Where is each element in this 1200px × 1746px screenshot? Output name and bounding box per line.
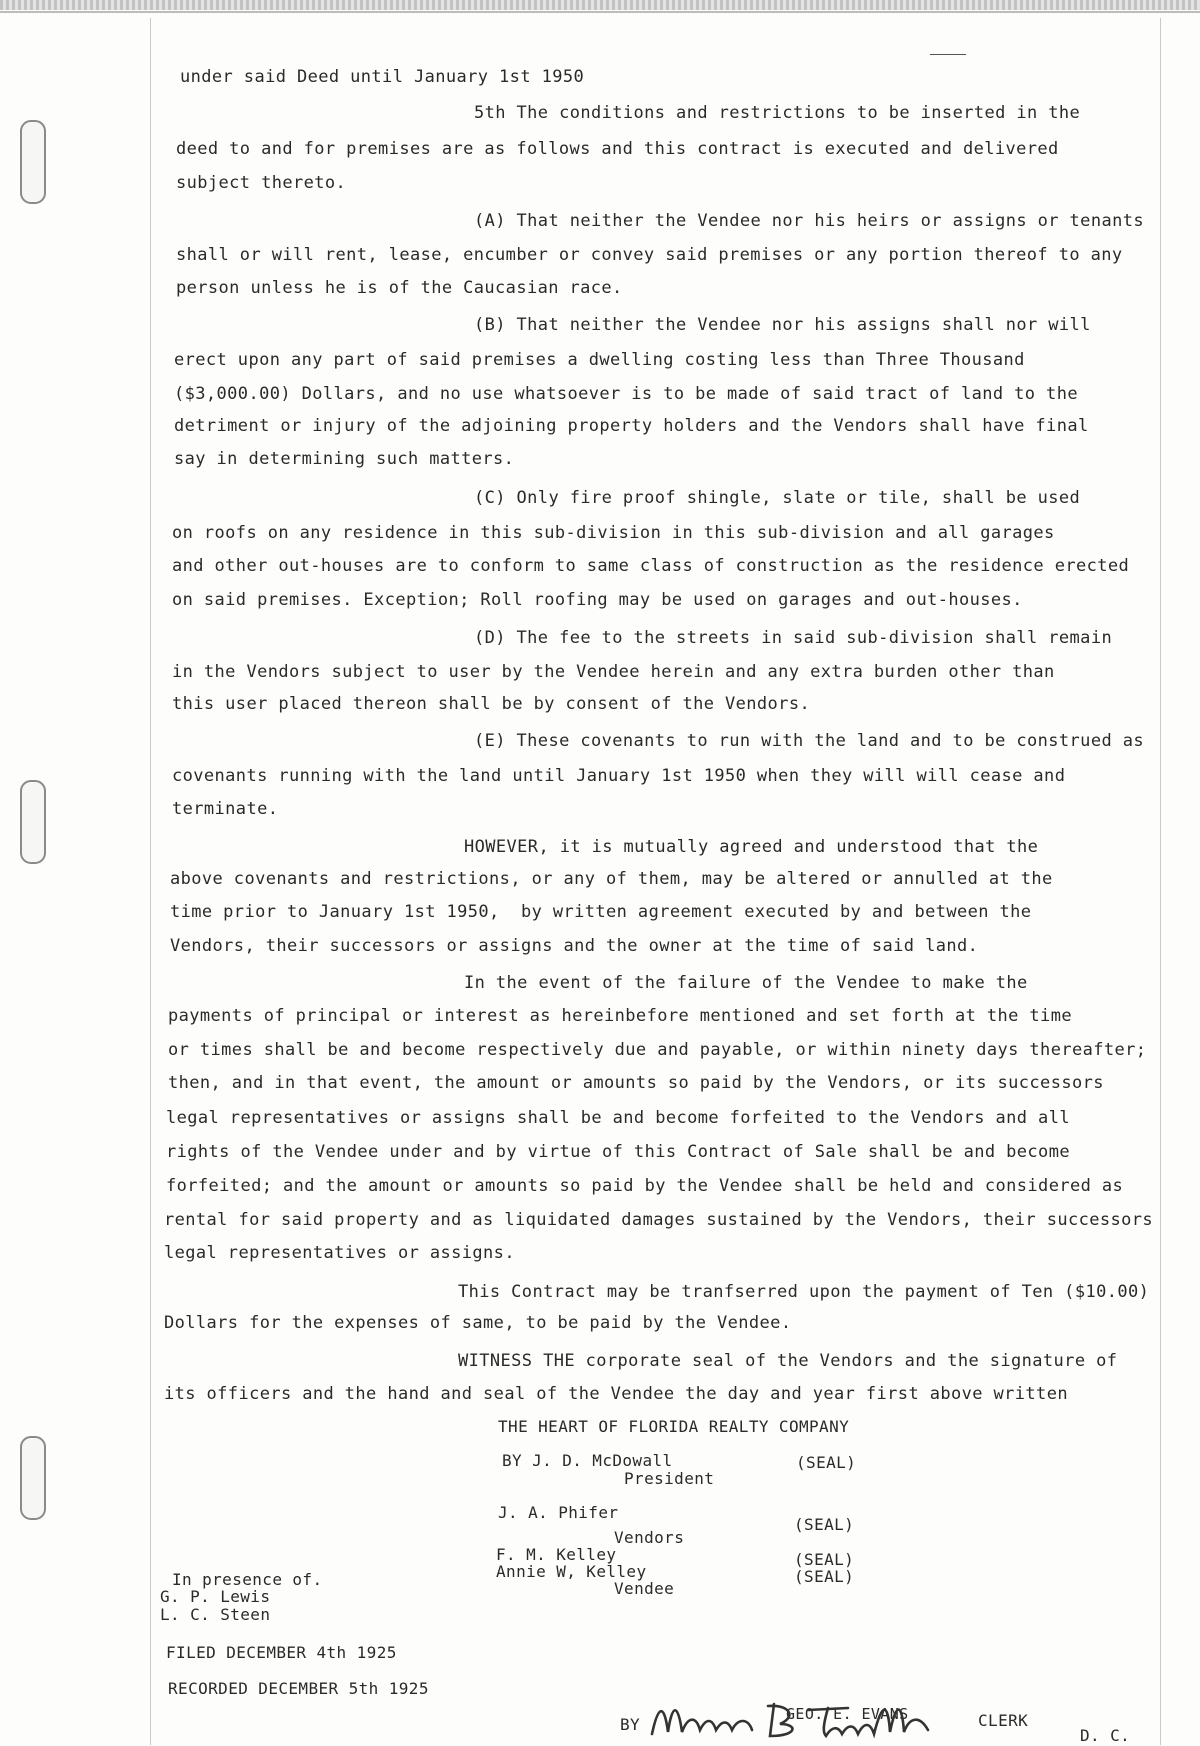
text-line-02: 5th The conditions and restrictions to be inserted in the: [474, 103, 1081, 123]
seal-3: (SEAL): [794, 1550, 855, 1569]
left-margin-rule: [150, 18, 151, 1745]
seal-4: (SEAL): [794, 1567, 855, 1586]
text-line-18: in the Vendors subject to user by the Vendee herein and any extra burden other than: [172, 662, 1055, 682]
clerk-label: CLERK: [978, 1711, 1029, 1730]
text-line-08: (B) That neither the Vendee nor his assigns shall nor will: [474, 315, 1091, 335]
text-line-23: HOWEVER, it is mutually agreed and understood that the: [464, 837, 1039, 857]
text-line-15: and other out-houses are to conform to same class of construction as the residence erected: [172, 556, 1130, 576]
signer-mcdowall: BY J. D. McDowall: [502, 1451, 673, 1470]
text-line-37: Dollars for the expenses of same, to be paid by the Vendee.: [164, 1313, 792, 1333]
text-line-07: person unless he is of the Caucasian race.: [176, 278, 623, 298]
text-line-19: this user placed thereon shall be by consent of the Vendors.: [172, 694, 811, 714]
text-line-24: above covenants and restrictions, or any of them, may be altered or annulled at the: [170, 869, 1053, 889]
text-line-20: (E) These covenants to run with the land and to be construed as: [474, 731, 1144, 751]
text-line-04: subject thereto.: [176, 173, 347, 193]
text-line-32: rights of the Vendee under and by virtue of this Contract of Sale shall be and become: [166, 1142, 1070, 1162]
right-margin-rule: [1160, 18, 1161, 1745]
top-border-rule: [0, 11, 1200, 13]
binder-hole-middle: [20, 780, 46, 864]
seal-2: (SEAL): [794, 1515, 855, 1534]
text-line-30: then, and in that event, the amount or amounts so paid by the Vendors, or its successors: [168, 1073, 1104, 1093]
label-vendee: Vendee: [614, 1579, 675, 1598]
text-line-28: payments of principal or interest as hereinbefore mentioned and set forth at the time: [168, 1006, 1072, 1026]
text-line-03: deed to and for premises are as follows and this contract is executed and delivered: [176, 139, 1059, 159]
text-line-26: Vendors, their successors or assigns and the owner at the time of said land.: [170, 936, 979, 956]
text-line-11: detriment or injury of the adjoining property holders and the Vendors shall have final: [174, 416, 1089, 436]
text-line-01: under said Deed until January 1st 1950: [180, 67, 585, 87]
witness-label: In presence of.: [172, 1570, 323, 1589]
title-president: President: [624, 1469, 715, 1488]
text-line-06: shall or will rent, lease, encumber or convey said premises or any portion thereof to any: [176, 245, 1123, 265]
seal-1: (SEAL): [796, 1453, 857, 1472]
company-name: THE HEART OF FLORIDA REALTY COMPANY: [498, 1417, 850, 1436]
text-line-38: WITNESS THE corporate seal of the Vendors and the signature of: [458, 1351, 1118, 1371]
text-line-25: time prior to January 1st 1950, by written agreement executed by and between the: [170, 902, 1032, 922]
text-line-36: This Contract may be tranfserred upon the payment of Ten ($10.00): [458, 1282, 1150, 1302]
witness-steen: L. C. Steen: [160, 1605, 271, 1624]
binder-hole-bottom: [20, 1436, 46, 1520]
filed-date: FILED DECEMBER 4th 1925: [166, 1643, 397, 1662]
text-line-05: (A) That neither the Vendee nor his heirs or assigns or tenants: [474, 211, 1144, 231]
text-line-10: ($3,000.00) Dollars, and no use whatsoever is to be made of said tract of land to the: [174, 384, 1078, 404]
text-line-21: covenants running with the land until January 1st 1950 when they will will cease and: [172, 766, 1066, 786]
signer-a-kelley: Annie W, Kelley: [496, 1562, 647, 1581]
text-line-12: say in determining such matters.: [174, 449, 515, 469]
text-line-27: In the event of the failure of the Vendee to make the: [464, 973, 1028, 993]
top-border: [0, 0, 1200, 10]
text-line-31: legal representatives or assigns shall be and become forfeited to the Vendors and all: [166, 1108, 1070, 1128]
clerk-name: GEO. E. EVANS: [786, 1705, 909, 1723]
signer-phifer: J. A. Phifer: [498, 1503, 619, 1522]
witness-lewis: G. P. Lewis: [160, 1587, 271, 1606]
text-line-17: (D) The fee to the streets in said sub-division shall remain: [474, 628, 1113, 648]
text-line-33: forfeited; and the amount or amounts so paid by the Vendee shall be held and considered as: [166, 1176, 1124, 1196]
text-line-09: erect upon any part of said premises a dwelling costing less than Three Thousand: [174, 350, 1025, 370]
text-line-29: or times shall be and become respectively due and payable, or within ninety days thereafter;: [168, 1040, 1147, 1060]
label-vendors: Vendors: [614, 1528, 685, 1547]
text-line-22: terminate.: [172, 799, 279, 819]
deputy-clerk-label: D. C.: [1080, 1726, 1131, 1745]
signer-f-kelley: F. M. Kelley: [496, 1545, 617, 1564]
text-line-16: on said premises. Exception; Roll roofing may be used on garages and out-houses.: [172, 590, 1023, 610]
binder-hole-top: [20, 120, 46, 204]
text-line-34: rental for said property and as liquidated damages sustained by the Vendors, their successors: [164, 1210, 1154, 1230]
text-line-35: legal representatives or assigns.: [164, 1243, 515, 1263]
text-line-39: its officers and the hand and seal of the Vendee the day and year first above written: [164, 1384, 1068, 1404]
text-line-14: on roofs on any residence in this sub-division in this sub-division and all garages: [172, 523, 1055, 543]
margin-dash: [930, 54, 966, 55]
by-label: BY: [620, 1715, 641, 1734]
handwritten-signature: [648, 1696, 948, 1742]
recorded-date: RECORDED DECEMBER 5th 1925: [168, 1679, 429, 1698]
text-line-13: (C) Only fire proof shingle, slate or tile, shall be used: [474, 488, 1081, 508]
